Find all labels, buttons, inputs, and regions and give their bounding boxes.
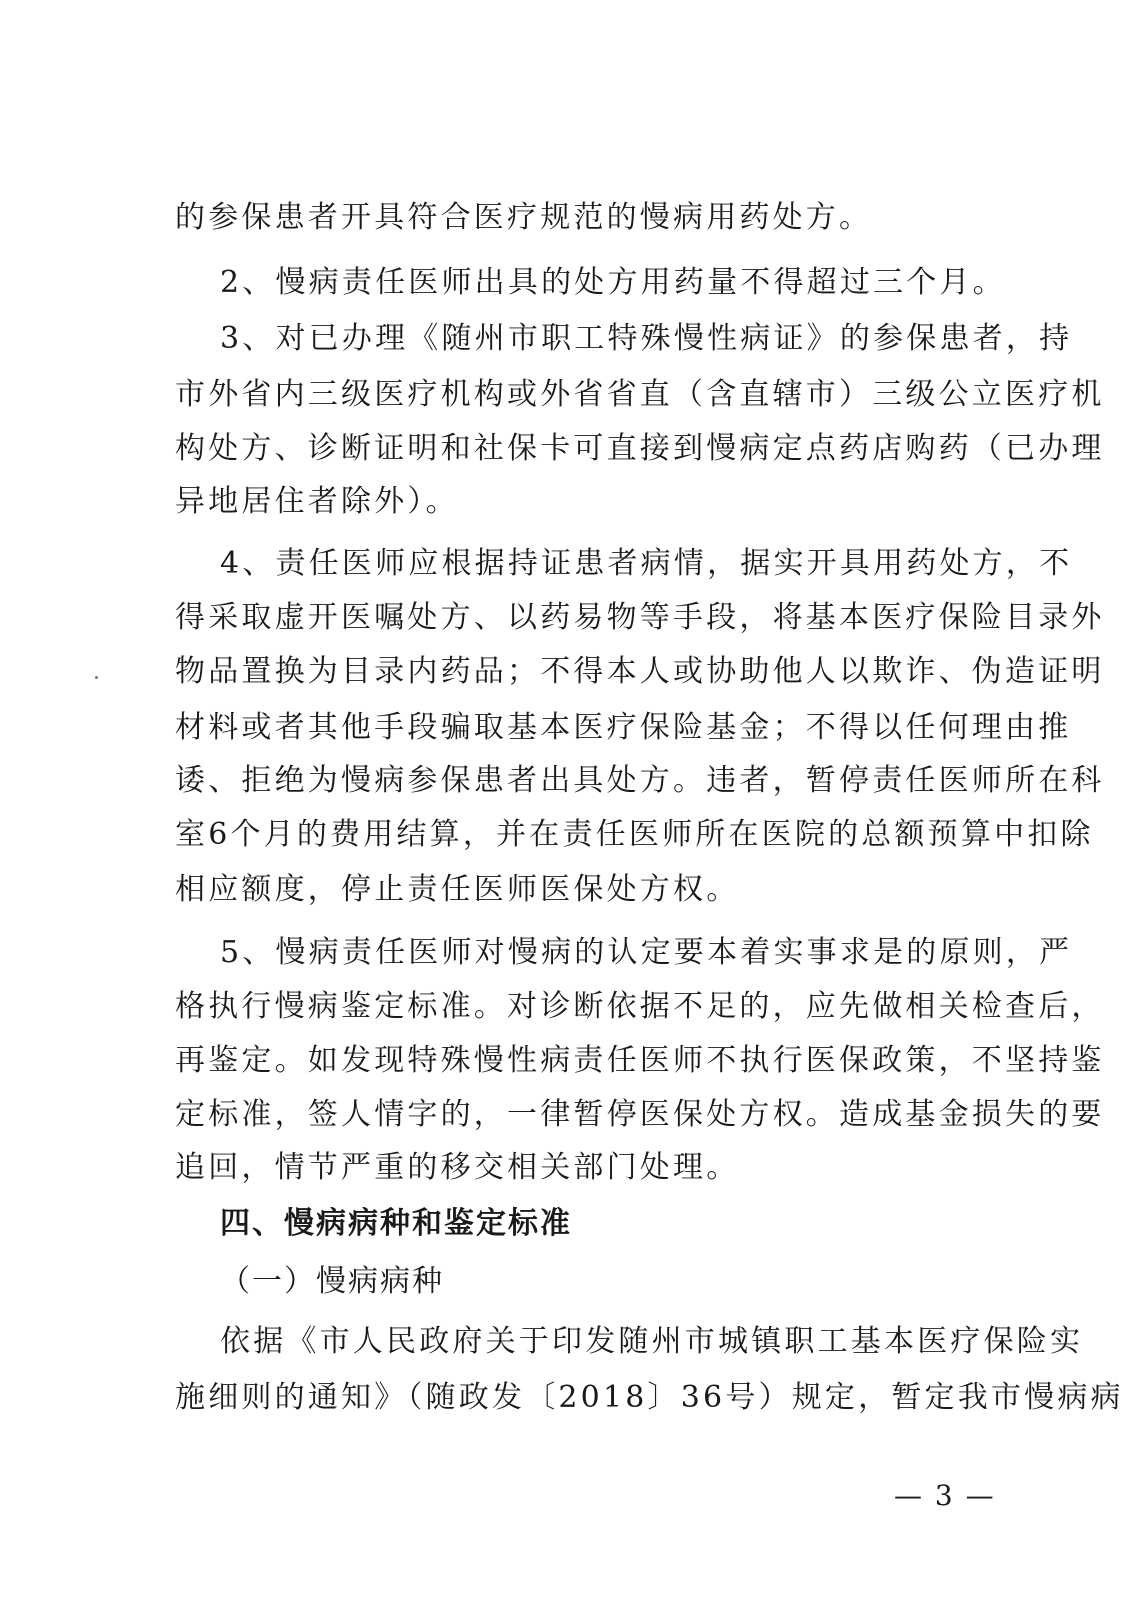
paragraph-line: 3、对已办理《随州市职工特殊慢性病证》的参保患者，持 — [220, 321, 1073, 356]
paragraph-line: 异地居住者除外）。 — [175, 484, 459, 519]
paragraph-line: 得采取虚开医嘱处方、以药易物等手段，将基本医疗保险目录外 — [175, 600, 1105, 635]
paragraph-line: 构处方、诊断证明和社保卡可直接到慢病定点药店购药（已办理 — [175, 431, 1105, 466]
paragraph-line: 物品置换为目录内药品；不得本人或协助他人以欺诈、伪造证明 — [175, 654, 1105, 689]
paragraph-line: 格执行慢病鉴定标准。对诊断依据不足的，应先做相关检查后， — [175, 989, 1105, 1024]
paragraph-line: 2、慢病责任医师出具的处方用药量不得超过三个月。 — [220, 265, 1006, 300]
paragraph-line: 追回，情节严重的移交相关部门处理。 — [175, 1150, 740, 1185]
paragraph-line: 再鉴定。如发现特殊慢性病责任医师不执行医保政策，不坚持鉴 — [175, 1043, 1105, 1078]
paragraph-line: 的参保患者开具符合医疗规范的慢病用药处方。 — [175, 200, 873, 235]
paragraph-line: 市外省内三级医疗机构或外省省直（含直辖市）三级公立医疗机 — [175, 377, 1105, 412]
scan-speck — [95, 676, 98, 679]
section-heading: 四、慢病病种和鉴定标准 — [220, 1206, 572, 1241]
subsection-heading: （一）慢病病种 — [220, 1264, 444, 1299]
page-number: — 3 — — [894, 1479, 996, 1512]
paragraph-line: 5、慢病责任医师对慢病的认定要本着实事求是的原则，严 — [220, 935, 1073, 970]
paragraph-line: 定标准，签人情字的，一律暂停医保处方权。造成基金损失的要 — [175, 1097, 1105, 1132]
paragraph-line: 诿、拒绝为慢病参保患者出具处方。违者，暂停责任医师所在科 — [175, 763, 1105, 798]
paragraph-line: 施细则的通知》（随政发〔2018〕36号）规定，暂定我市慢病病 — [175, 1380, 1124, 1415]
paragraph-line: 材料或者其他手段骗取基本医疗保险基金；不得以任何理由推 — [175, 710, 1072, 745]
paragraph-line: 4、责任医师应根据持证患者病情，据实开具用药处方，不 — [220, 546, 1073, 581]
paragraph-line: 依据《市人民政府关于印发随州市城镇职工基本医疗保险实 — [220, 1324, 1084, 1359]
paragraph-line: 相应额度，停止责任医师医保处方权。 — [175, 872, 740, 907]
paragraph-line: 室6个月的费用结算，并在责任医师所在医院的总额预算中扣除 — [175, 817, 1094, 852]
